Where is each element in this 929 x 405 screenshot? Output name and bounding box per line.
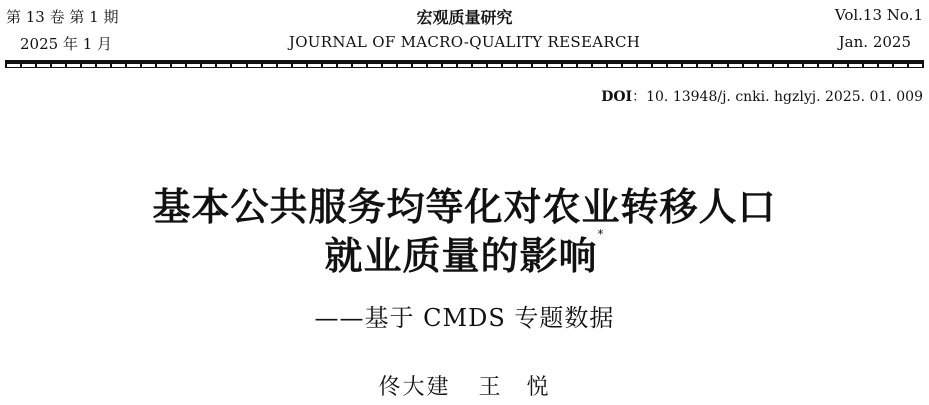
article-subtitle: ——基于 CMDS 专题数据 — [314, 304, 615, 332]
journal-title-cn: 宏观质量研究 — [416, 8, 513, 27]
date-cn: 2025 年 1 月 — [20, 35, 113, 53]
date-en: Jan. 2025 — [838, 33, 911, 51]
volume-issue-cn: 第 13 卷 第 1 期 — [6, 8, 119, 26]
title-footnote-marker: * — [597, 227, 605, 241]
author-name: 佟大建 — [378, 375, 451, 400]
article-title-line-2-text: 就业质量的影响 — [324, 234, 598, 278]
doi-label: DOI — [601, 89, 633, 105]
article-title-line-1: 基本公共服务均等化对农业转移人口 — [152, 185, 777, 229]
author-list — [0, 370, 929, 401]
journal-title-en: JOURNAL OF MACRO-QUALITY RESEARCH — [288, 33, 641, 51]
doi-separator: ： — [632, 89, 647, 105]
header-rule-thin — [5, 67, 924, 68]
volume-issue-en: Vol.13 No.1 — [834, 6, 923, 24]
author-name: 王 悦 — [478, 375, 551, 400]
doi-line — [601, 86, 923, 106]
doi-value: 10. 13948/j. cnki. hgzlyj. 2025. 01. 009 — [646, 89, 923, 105]
article-title-line-2 — [0, 225, 929, 280]
